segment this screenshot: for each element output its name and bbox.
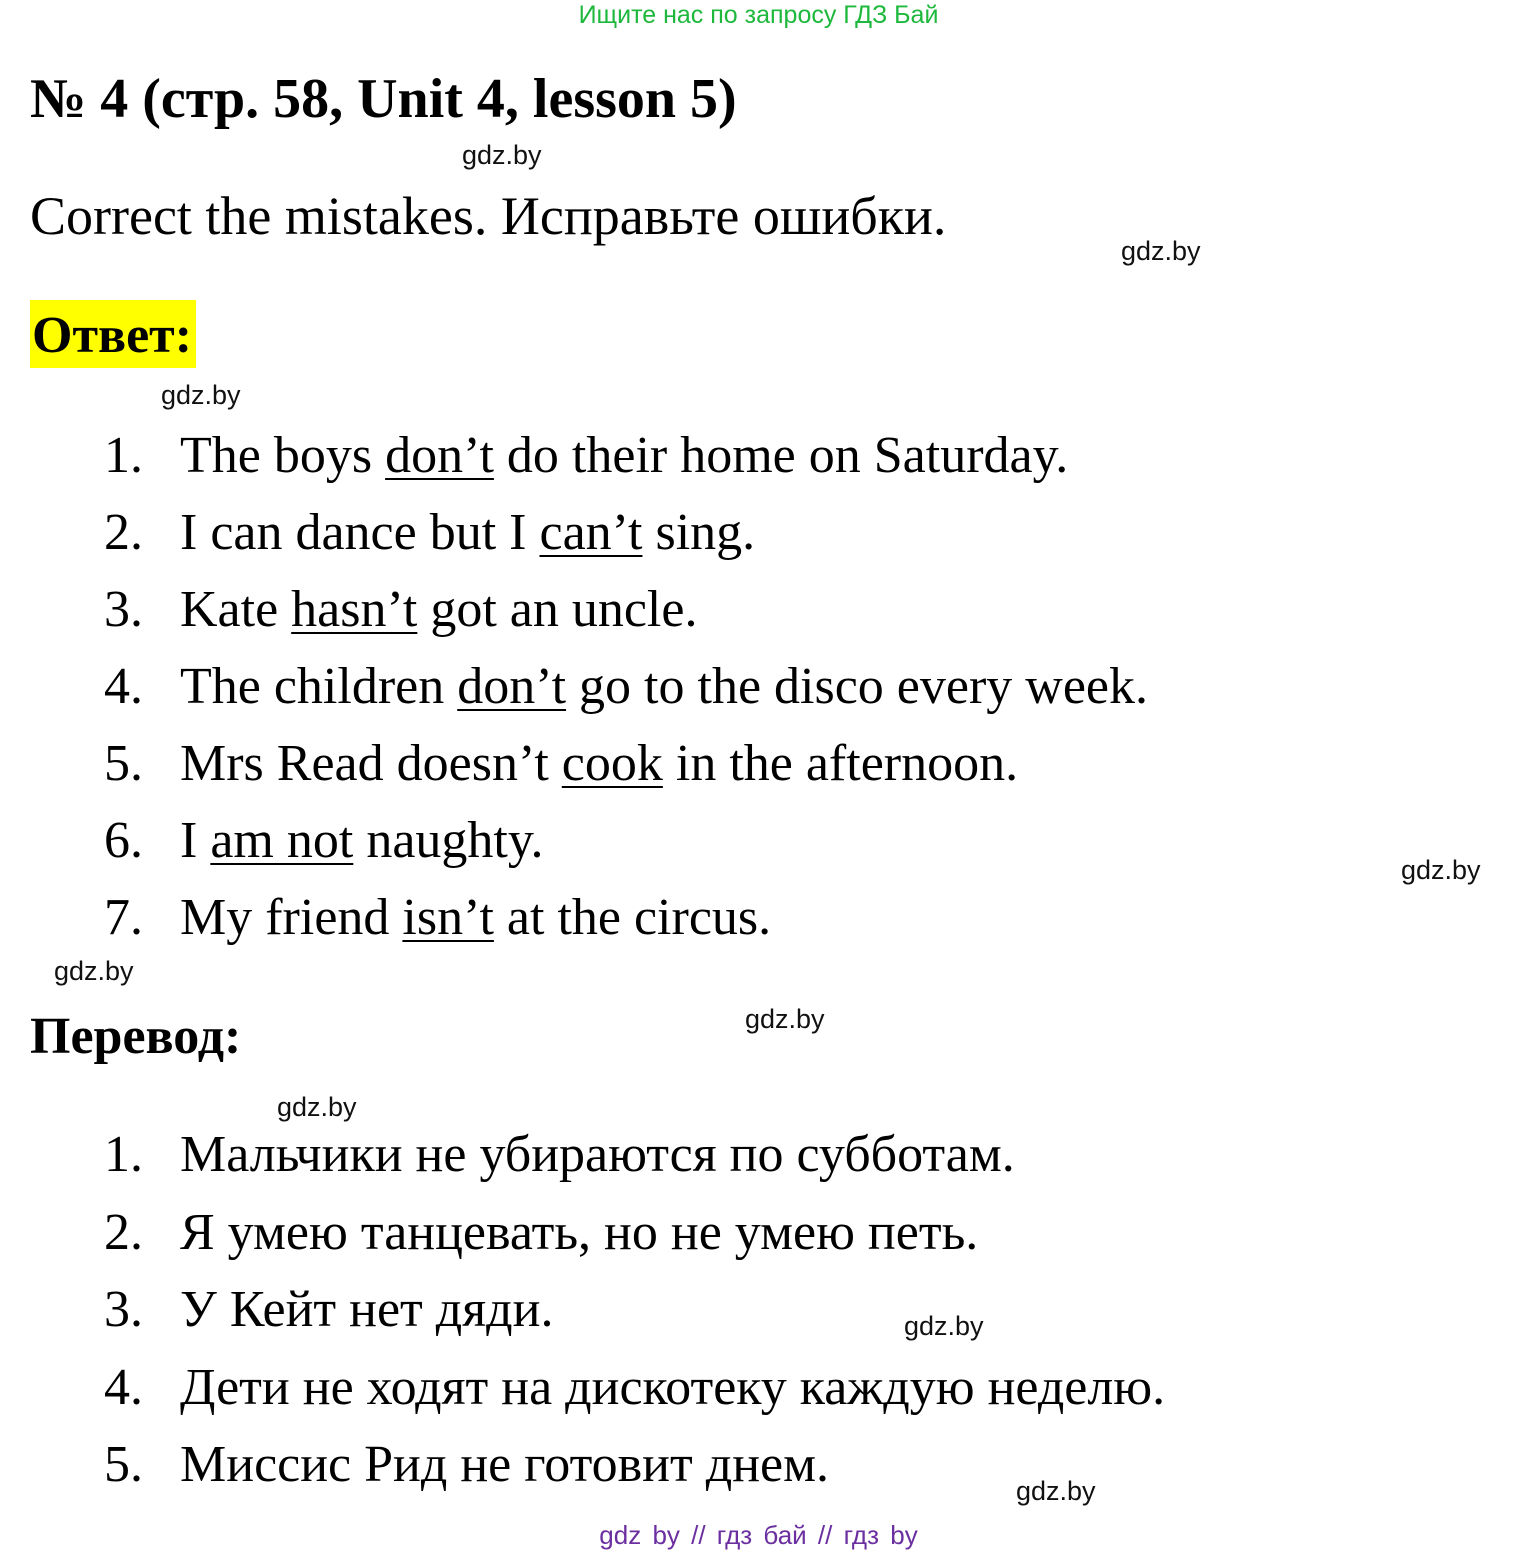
- answer-item: [104, 503, 755, 563]
- answer-text: at the circus.: [493, 889, 772, 946]
- answer-number: 3.: [104, 581, 143, 638]
- answer-text: The children: [180, 658, 458, 715]
- translation-item: [104, 1435, 829, 1495]
- translation-text: У Кейт нет дяди.: [180, 1281, 554, 1338]
- answer-number: 2.: [104, 504, 143, 561]
- watermark: gdz.by: [462, 140, 542, 170]
- translation-number: 3.: [104, 1281, 143, 1338]
- corrected-word: cook: [561, 735, 663, 792]
- answer-item: [104, 811, 543, 871]
- answer-text: Mrs Read doesn’t: [180, 735, 562, 792]
- translation-item: [104, 1203, 978, 1263]
- answer-item: [104, 426, 1068, 486]
- translation-number: 1.: [104, 1126, 143, 1183]
- answer-item: [104, 734, 1018, 794]
- translation-number: 2.: [104, 1204, 143, 1261]
- watermark: gdz.by: [277, 1092, 357, 1122]
- answer-text: Kate: [180, 581, 292, 638]
- answer-text: in the afternoon.: [662, 735, 1019, 792]
- translation-text: Дети не ходят на дискотеку каждую неделю.: [180, 1359, 1166, 1416]
- answer-text: sing.: [642, 504, 756, 561]
- corrected-word: don’t: [457, 658, 567, 715]
- answer-text: I can dance but I: [180, 504, 540, 561]
- answer-number: 6.: [104, 812, 143, 869]
- watermark: gdz.by: [1401, 855, 1481, 885]
- answer-item: [104, 580, 697, 640]
- answer-number: 7.: [104, 889, 143, 946]
- translation-text: Я умею танцевать, но не умею петь.: [180, 1204, 979, 1261]
- answer-text: naughty.: [353, 812, 544, 869]
- translation-number: 4.: [104, 1359, 143, 1416]
- corrected-word: hasn’t: [291, 581, 418, 638]
- watermark: gdz.by: [904, 1311, 984, 1341]
- watermark: gdz.by: [745, 1004, 825, 1034]
- watermark: gdz.by: [54, 956, 134, 986]
- exercise-title: № 4 (стр. 58, Unit 4, lesson 5): [30, 68, 737, 130]
- translation-item: [104, 1125, 1015, 1185]
- answer-number: 1.: [104, 427, 143, 484]
- answer-item: [104, 888, 771, 948]
- answer-text: got an uncle.: [417, 581, 698, 638]
- corrected-word: can’t: [539, 504, 643, 561]
- task-instruction: Correct the mistakes. Исправьте ошибки.: [30, 186, 947, 246]
- answer-text: go to the disco every week.: [566, 658, 1148, 715]
- top-note: Ищите нас по запросу ГДЗ Бай: [578, 1, 939, 29]
- answer-text: I: [180, 812, 211, 869]
- translation-item: [104, 1358, 1165, 1418]
- answer-number: 4.: [104, 658, 143, 715]
- footer-note: gdz by // гдз бай // гдз by: [599, 1520, 918, 1550]
- answer-text: The boys: [180, 427, 386, 484]
- answer-text: do their home on Saturday.: [493, 427, 1069, 484]
- translation-text: Миссис Рид не готовит днем.: [180, 1436, 830, 1493]
- watermark: gdz.by: [1016, 1476, 1096, 1506]
- watermark: gdz.by: [161, 380, 241, 410]
- answer-text: My friend: [180, 889, 403, 946]
- answer-heading: Ответ:: [30, 300, 196, 368]
- answer-number: 5.: [104, 735, 143, 792]
- corrected-word: isn’t: [402, 889, 494, 946]
- watermark: gdz.by: [1121, 236, 1201, 266]
- corrected-word: am not: [210, 812, 354, 869]
- translation-item: [104, 1280, 553, 1340]
- translation-text: Мальчики не убираются по субботам.: [180, 1126, 1015, 1183]
- translation-heading: Перевод:: [30, 1008, 242, 1065]
- corrected-word: don’t: [385, 427, 494, 484]
- answer-item: [104, 657, 1148, 717]
- translation-number: 5.: [104, 1436, 143, 1493]
